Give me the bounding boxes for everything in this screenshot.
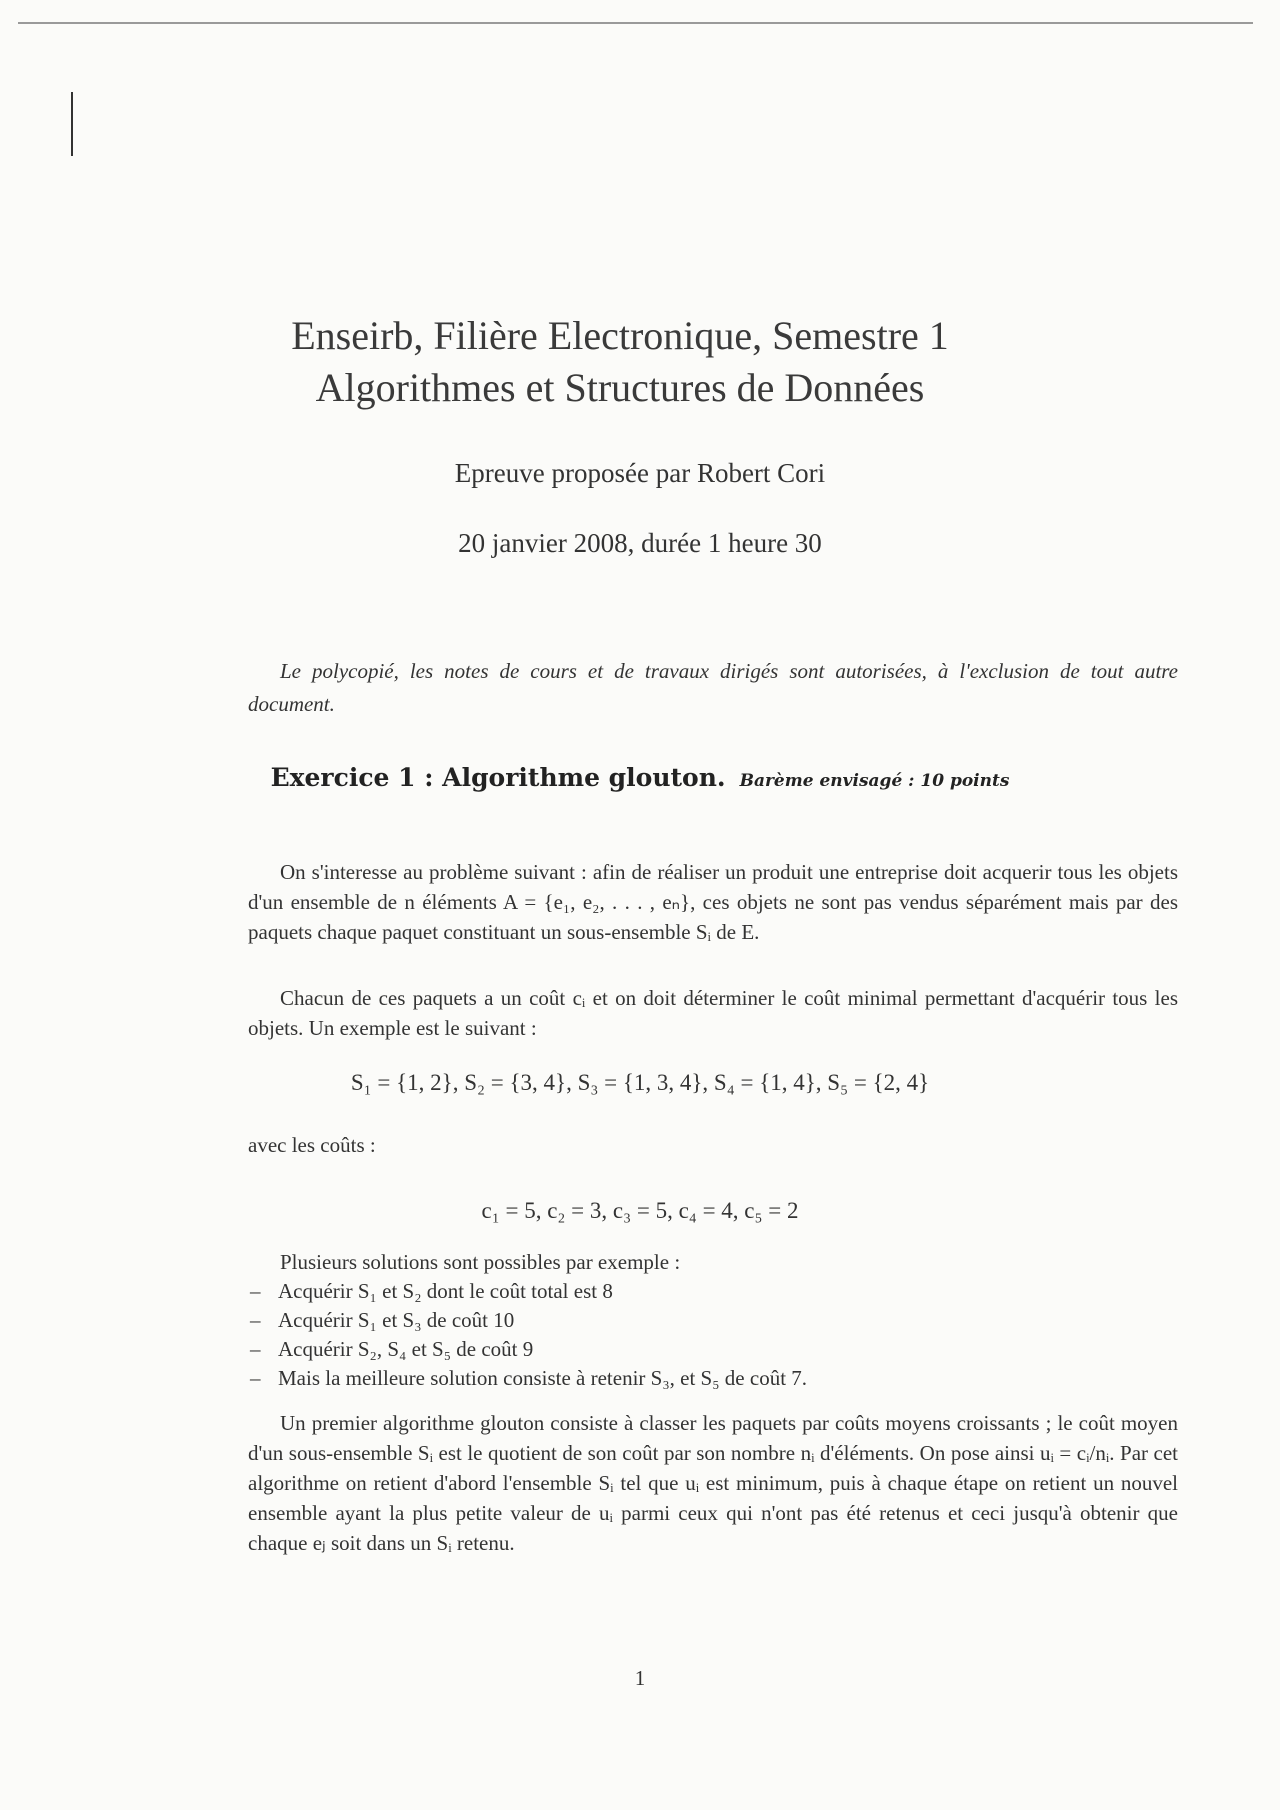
exam-notice: Le polycopié, les notes de cours et de travaux dirigés sont autorisées, à l'exclusion de tout autre document.	[248, 659, 1178, 716]
author-line: Epreuve proposée par Robert Cori	[454, 458, 826, 488]
list-item: – Acquérir S₁ et S₂ dont le coût total est 8	[280, 1277, 1160, 1306]
list-dash: –	[250, 1279, 261, 1303]
list-item: – Acquérir S₁ et S₃ de coût 10	[280, 1306, 1160, 1335]
scan-border-line	[18, 22, 1253, 24]
costs-intro: avec les coûts :	[248, 1133, 376, 1157]
scan-margin-mark	[71, 92, 73, 156]
title-line-2: Algorithmes et Structures de Données	[315, 365, 925, 410]
paragraph-greedy: Un premier algorithme glouton consiste à classer les paquets par coûts moyens croissants ; le coût moyen d'un sous-ensemble Sᵢ est le quotient de son coût par son nombre nᵢ d'éléments. On pose ainsi uᵢ = cᵢ/nᵢ. Par cet algorithme on retient d'abord l'ensemble Sᵢ tel que uᵢ est minimum, puis à chaque étape on retient un nouvel ensemble ayant la plus petite valeur de uᵢ parmi ceux qui n'ont pas été retenus et ceci jusqu'à obtenir que chaque eⱼ soit dans un Sᵢ retenu.	[248, 1411, 1178, 1555]
title-line-1: Enseirb, Filière Electronique, Semestre 1	[291, 313, 949, 358]
paragraph-costs: Chacun de ces paquets a un coût cᵢ et on doit déterminer le coût minimal permettant d'acquérir tous les objets. Un exemple est le suivant :	[248, 986, 1178, 1040]
exercise-title: Exercice 1 : Algorithme glouton.	[270, 763, 726, 792]
solutions-intro: Plusieurs solutions sont possibles par exemple :	[280, 1250, 681, 1274]
page-number: 1	[634, 1666, 646, 1690]
list-dash: –	[250, 1308, 261, 1332]
exercise-heading	[0, 763, 1280, 792]
date-line: 20 janvier 2008, durée 1 heure 30	[458, 528, 822, 558]
exercise-points: Barème envisagé : 10 points	[739, 771, 1010, 791]
costs-formula: c₁ = 5, c₂ = 3, c₃ = 5, c₄ = 4, c₅ = 2	[481, 1198, 799, 1223]
sets-formula: S₁ = {1, 2}, S₂ = {3, 4}, S₃ = {1, 3, 4}, S₄ = {1, 4}, S₅ = {2, 4}	[350, 1070, 930, 1095]
list-dash: –	[250, 1366, 261, 1390]
paragraph-problem: On s'interesse au problème suivant : afin de réaliser un produit une entreprise doit acquerir tous les objets d'un ensemble de n éléments A = {e₁, e₂, . . . , eₙ}, ces objets ne sont pas vendus séparément mais par des paquets chaque paquet constituant un sous-ensemble Sᵢ de E.	[248, 860, 1178, 944]
solutions-list	[250, 1248, 1160, 1393]
list-dash: –	[250, 1337, 261, 1361]
document-title	[0, 310, 1280, 414]
list-item: – Mais la meilleure solution consiste à retenir S₃, et S₅ de coût 7.	[280, 1364, 1160, 1393]
list-item: – Acquérir S₂, S₄ et S₅ de coût 9	[280, 1335, 1160, 1364]
